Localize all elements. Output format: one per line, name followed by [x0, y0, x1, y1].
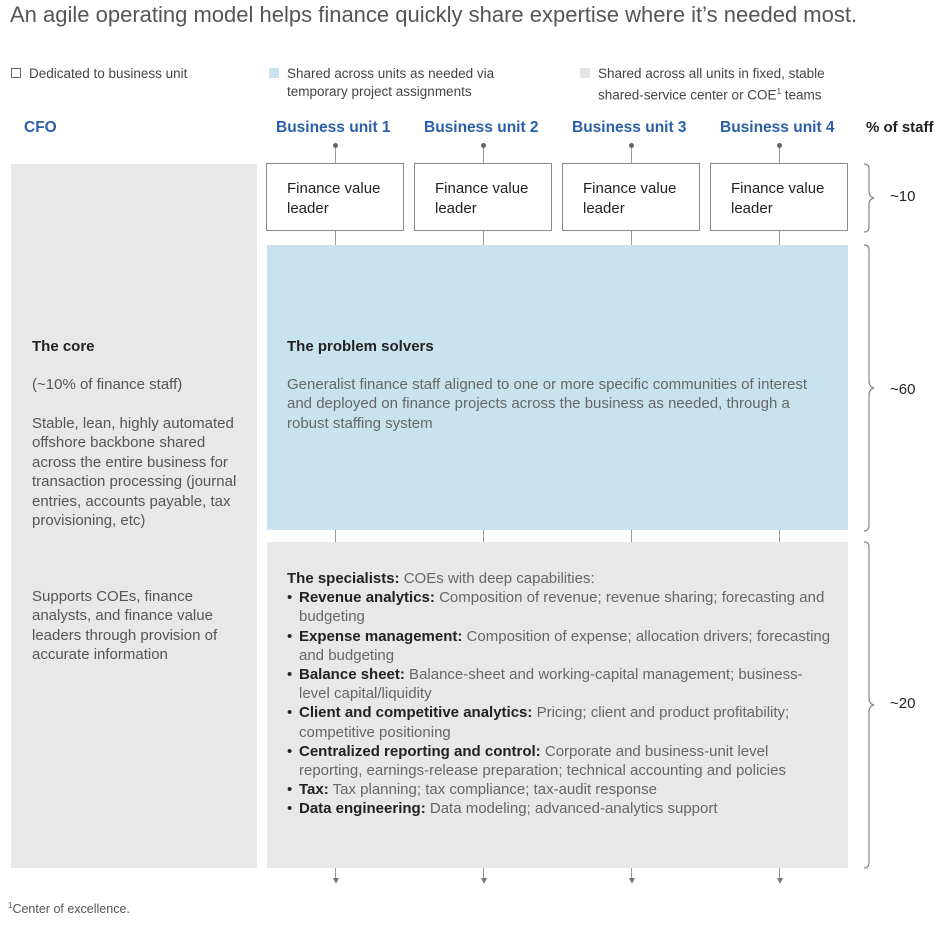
arrow-down-icon	[481, 878, 487, 884]
column-header-bu4: Business unit 4	[720, 119, 835, 136]
core-subtitle: (~10% of finance staff)	[32, 376, 183, 393]
problem-solvers-title: The problem solvers	[287, 338, 434, 355]
brace-solvers	[860, 244, 876, 532]
legend-label: Dedicated to business unit	[29, 66, 188, 81]
legend-label: Shared across all units in fixed, stable shared-service center or COE$^1$ teams	[598, 66, 825, 103]
core-title: The core	[32, 338, 95, 355]
brace-leaders	[860, 163, 876, 233]
legend-swatch-blue	[269, 68, 279, 78]
percent-leaders: ~10	[890, 188, 916, 205]
core-support-description: Supports COEs, finance analysts, and finance value leaders through provision of accurate information	[32, 588, 218, 664]
finance-value-leader-box-bu3: Finance value leader	[562, 163, 700, 231]
footnote: $^1$Center of excellence.	[8, 901, 130, 917]
column-header-bu3: Business unit 3	[572, 119, 687, 136]
legend-item-dedicated	[11, 65, 251, 83]
arrow-down-icon	[629, 878, 635, 884]
list-item: • Tax: Tax planning; tax compliance; tax-audit response	[287, 780, 832, 799]
connector-dot	[629, 143, 634, 148]
arrow-down-icon	[333, 878, 339, 884]
list-item: • Centralized reporting and control: Corporate and business-unit level reporting, earnings-release preparation; technical accounting and policies	[287, 742, 832, 780]
specialists-heading: The specialists: COEs with deep capabilities:	[287, 570, 595, 587]
legend-swatch-white	[11, 68, 21, 78]
list-item: • Data engineering: Data modeling; advanced-analytics support	[287, 799, 832, 818]
list-item: • Expense management: Composition of expense; allocation drivers; forecasting and budgeting	[287, 627, 832, 665]
core-description: Stable, lean, highly automated offshore backbone shared across the entire business for transaction processing (journal entries, accounts payable, tax provisioning, etc)	[32, 415, 237, 530]
problem-solvers-description: Generalist finance staff aligned to one or more specific communities of interest and deployed on finance projects across the business as needed, through a robust staffing system	[287, 376, 807, 432]
legend-item-shared-project	[269, 65, 539, 101]
list-item: • Revenue analytics: Composition of revenue; revenue sharing; forecasting and budgeting	[287, 588, 832, 626]
arrow-down-icon	[777, 878, 783, 884]
connector-dot	[333, 143, 338, 148]
chart-title: An agile operating model helps finance quickly share expertise where it’s needed most.	[10, 2, 858, 27]
specialists-content	[287, 569, 832, 819]
legend-label: Shared across units as needed via temporary project assignments	[287, 66, 495, 99]
column-header-bu1: Business unit 1	[276, 119, 391, 136]
specialists-list	[287, 588, 832, 818]
legend-swatch-gray	[580, 68, 590, 78]
brace-specialists	[860, 541, 876, 869]
list-item: • Client and competitive analytics: Pricing; client and product profitability; competitive positioning	[287, 703, 832, 741]
finance-value-leader-box-bu4: Finance value leader	[710, 163, 848, 231]
finance-value-leader-box-bu2: Finance value leader	[414, 163, 552, 231]
percent-staff-header: % of staff	[866, 119, 934, 136]
list-item: • Balance sheet: Balance-sheet and working-capital management; business-level capital/liquidity	[287, 665, 832, 703]
column-header-bu2: Business unit 2	[424, 119, 539, 136]
legend-item-shared-fixed	[580, 65, 870, 105]
percent-specialists: ~20	[890, 695, 916, 712]
percent-solvers: ~60	[890, 381, 916, 398]
column-header-cfo: CFO	[24, 119, 57, 136]
connector-dot	[481, 143, 486, 148]
connector-dot	[777, 143, 782, 148]
finance-value-leader-box-bu1: Finance value leader	[266, 163, 404, 231]
